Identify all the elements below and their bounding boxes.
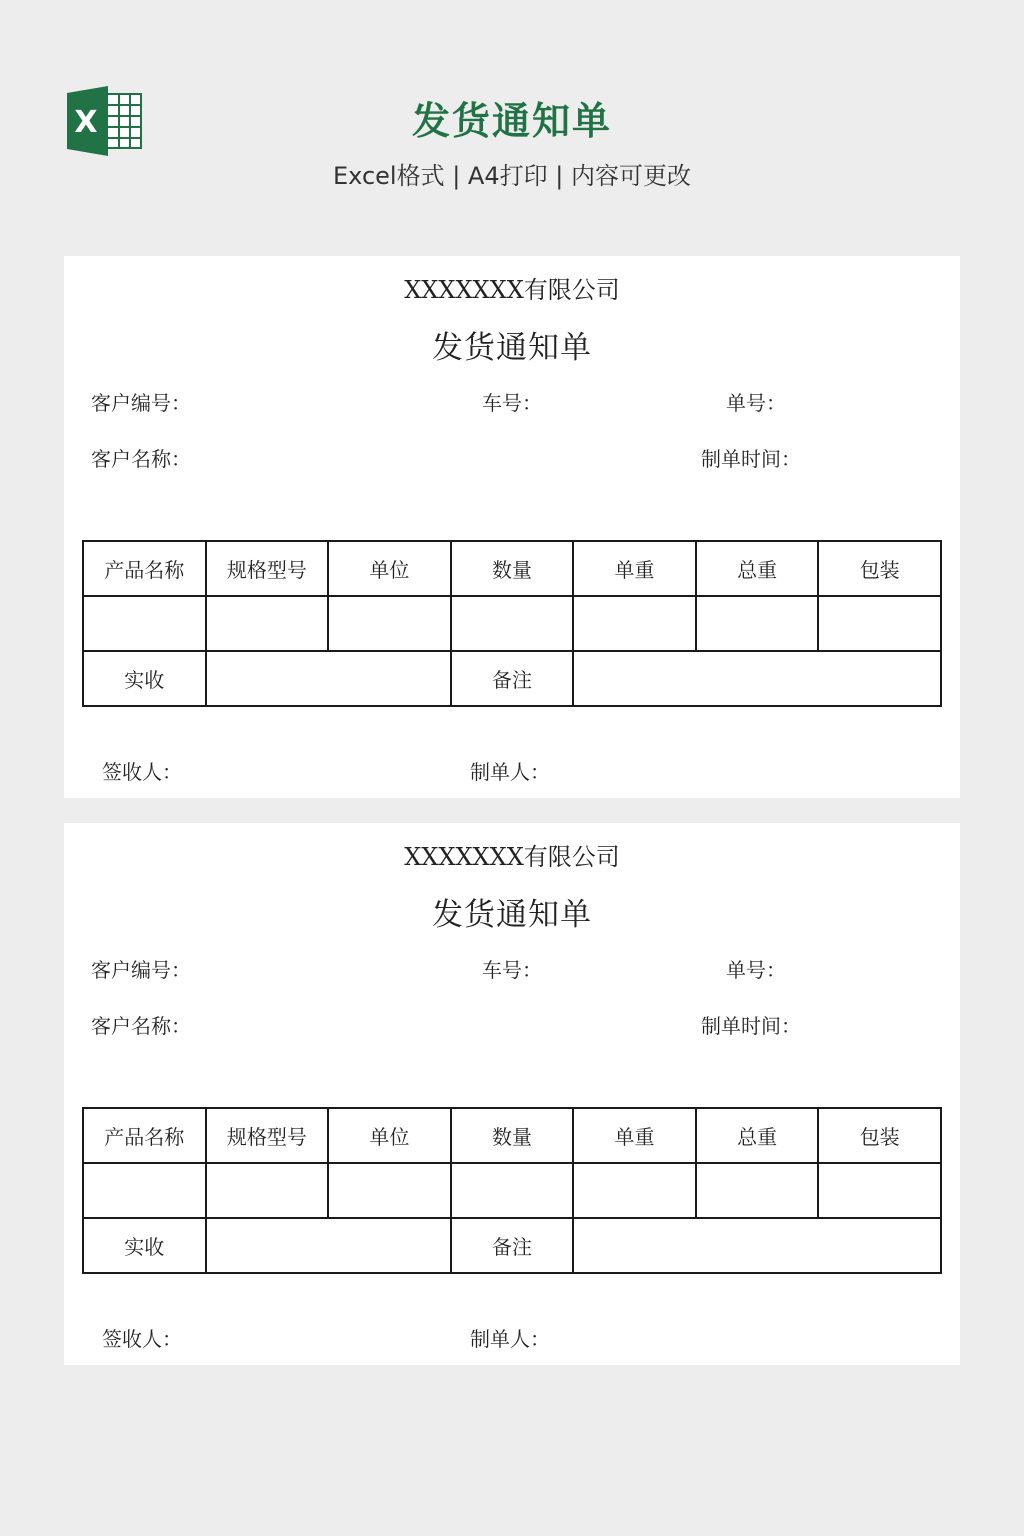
maker-label: 制单人： xyxy=(470,1327,550,1351)
column-header: 规格型号 xyxy=(206,1108,329,1163)
receiver-label: 签收人： xyxy=(102,760,182,784)
table-cell[interactable] xyxy=(83,1163,206,1218)
column-header: 总重 xyxy=(696,1108,819,1163)
delivery-notice-form-2 xyxy=(64,823,960,1365)
table-cell[interactable] xyxy=(328,596,451,651)
column-header: 单重 xyxy=(573,1108,696,1163)
page-subtitle: Excel格式 | A4打印 | 内容可更改 xyxy=(333,162,691,190)
customer-no-label: 客户编号： xyxy=(91,958,191,982)
received-cell[interactable] xyxy=(206,1218,451,1273)
table-cell[interactable] xyxy=(451,1163,574,1218)
company-name: XXXXXXX有限公司 xyxy=(404,843,620,871)
remark-cell[interactable] xyxy=(573,651,941,706)
received-cell[interactable] xyxy=(206,651,451,706)
column-header: 数量 xyxy=(451,1108,574,1163)
table-cell[interactable] xyxy=(696,596,819,651)
receiver-label: 签收人： xyxy=(102,1327,182,1351)
received-label: 实收 xyxy=(83,651,206,706)
table-cell[interactable] xyxy=(328,1163,451,1218)
remark-cell[interactable] xyxy=(573,1218,941,1273)
order-no-label: 单号： xyxy=(726,958,786,982)
table-header-row xyxy=(83,541,941,596)
table-header-row xyxy=(83,1108,941,1163)
table-summary-row xyxy=(83,651,941,706)
remark-label: 备注 xyxy=(451,651,574,706)
car-no-label: 车号： xyxy=(482,958,542,982)
delivery-notice-form-1 xyxy=(64,256,960,798)
table-row xyxy=(83,596,941,651)
customer-name-label: 客户名称： xyxy=(91,1014,191,1038)
table-cell[interactable] xyxy=(573,1163,696,1218)
customer-no-label: 客户编号： xyxy=(91,391,191,415)
column-header: 单重 xyxy=(573,541,696,596)
column-header: 数量 xyxy=(451,541,574,596)
made-time-label: 制单时间： xyxy=(701,1014,801,1038)
car-no-label: 车号： xyxy=(482,391,542,415)
customer-name-label: 客户名称： xyxy=(91,447,191,471)
table-cell[interactable] xyxy=(206,1163,329,1218)
form-title: 发货通知单 xyxy=(432,330,592,366)
column-header: 总重 xyxy=(696,541,819,596)
table-cell[interactable] xyxy=(206,596,329,651)
maker-label: 制单人： xyxy=(470,760,550,784)
form-title: 发货通知单 xyxy=(432,897,592,933)
column-header: 产品名称 xyxy=(83,541,206,596)
remark-label: 备注 xyxy=(451,1218,574,1273)
table-cell[interactable] xyxy=(83,596,206,651)
table-cell[interactable] xyxy=(818,596,941,651)
table-cell[interactable] xyxy=(818,1163,941,1218)
excel-logo-letter: X xyxy=(74,105,98,140)
table-cell[interactable] xyxy=(451,596,574,651)
column-header: 产品名称 xyxy=(83,1108,206,1163)
made-time-label: 制单时间： xyxy=(701,447,801,471)
company-name: XXXXXXX有限公司 xyxy=(404,276,620,304)
received-label: 实收 xyxy=(83,1218,206,1273)
table-cell[interactable] xyxy=(696,1163,819,1218)
goods-table xyxy=(82,1107,942,1274)
column-header: 单位 xyxy=(328,1108,451,1163)
goods-table xyxy=(82,540,942,707)
page-title: 发货通知单 xyxy=(411,99,612,143)
column-header: 单位 xyxy=(328,541,451,596)
column-header: 包装 xyxy=(818,1108,941,1163)
column-header: 规格型号 xyxy=(206,541,329,596)
table-summary-row xyxy=(83,1218,941,1273)
table-row xyxy=(83,1163,941,1218)
column-header: 包装 xyxy=(818,541,941,596)
order-no-label: 单号： xyxy=(726,391,786,415)
table-cell[interactable] xyxy=(573,596,696,651)
